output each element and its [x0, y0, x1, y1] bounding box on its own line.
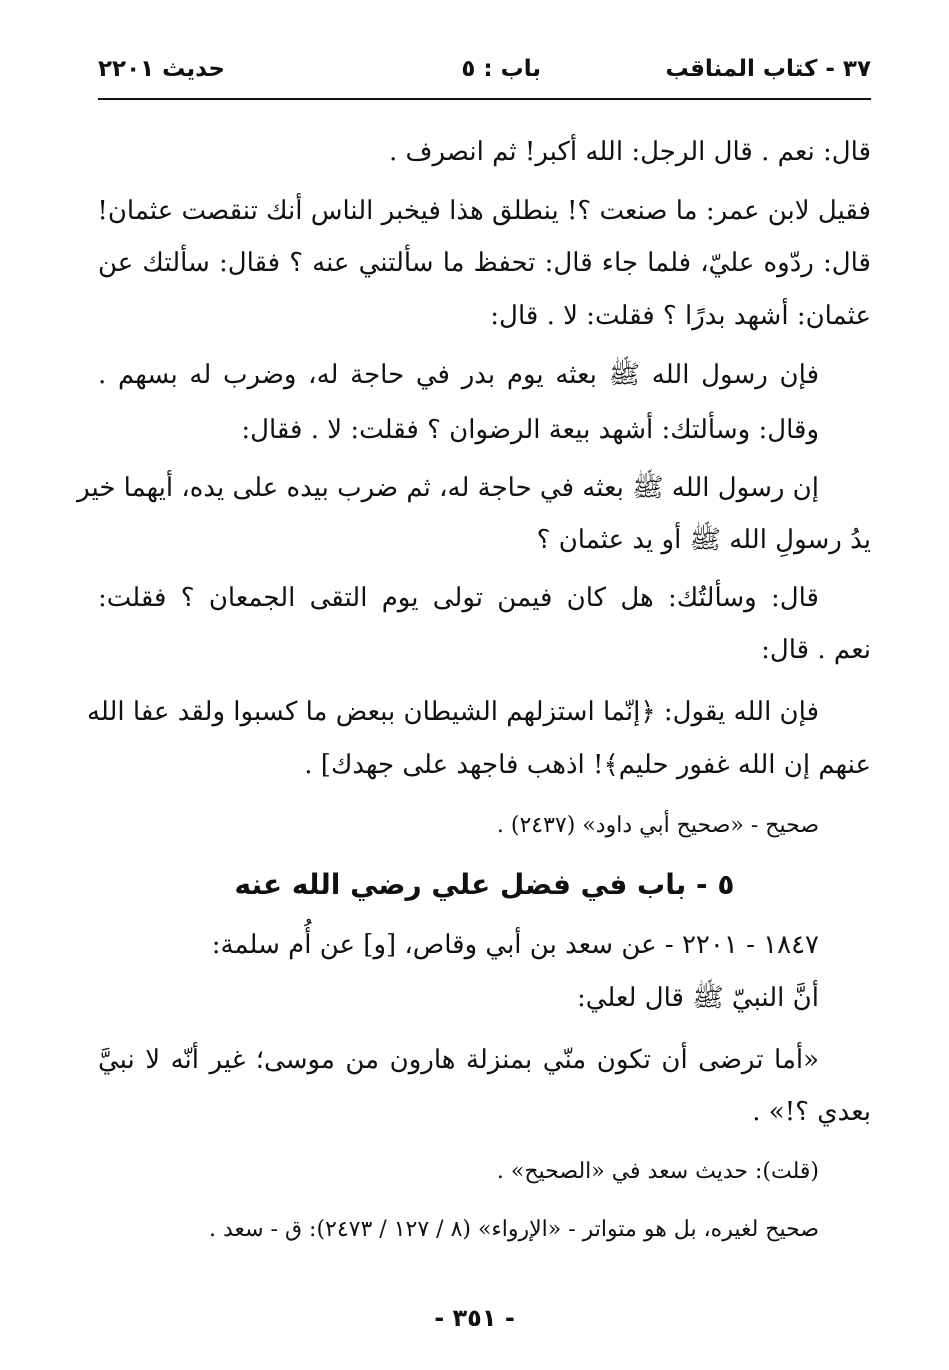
text-line: فإن الله يقول: ﴿إنّما استزلهم الشيطان ببعض ما كسبوا ولقد عفا الله	[86, 697, 819, 727]
grading-line: صحيح - «صحيح أبي داود» (٢٤٣٧) .	[496, 813, 819, 838]
text-line: إن رسول الله ﷺ بعثه في حاجة له، ثم ضرب بيده على يده، أيهما خير	[77, 473, 819, 503]
text-line: قال: نعم . قال الرجل: الله أكبر! ثم انصرف .	[388, 137, 871, 167]
text-line: عثمان: أشهد بدرًا ؟ فقلت: لا . قال:	[490, 301, 871, 331]
text-line: وقال: وسألتك: أشهد بيعة الرضوان ؟ فقلت: لا . فقال:	[241, 415, 819, 445]
header-hadith-number: حديث ٢٢٠١	[98, 56, 226, 82]
text-line: نعم . قال:	[761, 635, 871, 665]
text-line: قال: ردّوه عليّ، فلما جاء قال: تحفظ ما سألتني عنه ؟ فقال: سألتك عن	[98, 248, 871, 278]
page-number: - ٣٥١ -	[434, 1304, 515, 1332]
text-line: ١٨٤٧ - ٢٢٠١ - عن سعد بن أبي وقاص، [و] عن أُم سلمة:	[211, 930, 819, 960]
section-heading: ٥ - باب في فضل علي رضي الله عنه	[234, 868, 735, 901]
text-line: قال: وسألتُك: هل كان فيمن تولى يوم التقى الجمعان ؟ فقلت:	[98, 583, 819, 613]
running-header	[98, 52, 871, 98]
grading-line: صحيح لغيره، بل هو متواتر - «الإرواء» (٨ / ١٢٧ / ٢٤٧٣): ق - سعد .	[208, 1217, 819, 1242]
note-line: (قلت): حديث سعد في «الصحيح» .	[496, 1159, 819, 1184]
text-line: فإن رسول الله ﷺ بعثه يوم بدر في حاجة له، وضرب له بسهم .	[98, 360, 819, 390]
text-line: فقيل لابن عمر: ما صنعت ؟! ينطلق هذا فيخبر الناس أنك تنقصت عثمان!	[97, 196, 871, 226]
text-line: يدُ رسولِ الله ﷺ أو يد عثمان ؟	[536, 525, 871, 555]
text-line: عنهم إن الله غفور حليم﴾! اذهب فاجهد على جهدك] .	[304, 750, 871, 780]
text-line: أنَّ النبيّ ﷺ قال لعلي:	[576, 983, 819, 1013]
text-line: «أما ترضى أن تكون منّي بمنزلة هارون من موسى؛ غير أنّه لا نبيَّ	[98, 1045, 819, 1075]
header-chapter: باب : ٥	[461, 56, 541, 82]
header-rule	[98, 98, 871, 100]
header-book-title: ٣٧ - كتاب المناقب	[665, 56, 871, 82]
text-line: بعدي ؟!» .	[752, 1097, 871, 1127]
